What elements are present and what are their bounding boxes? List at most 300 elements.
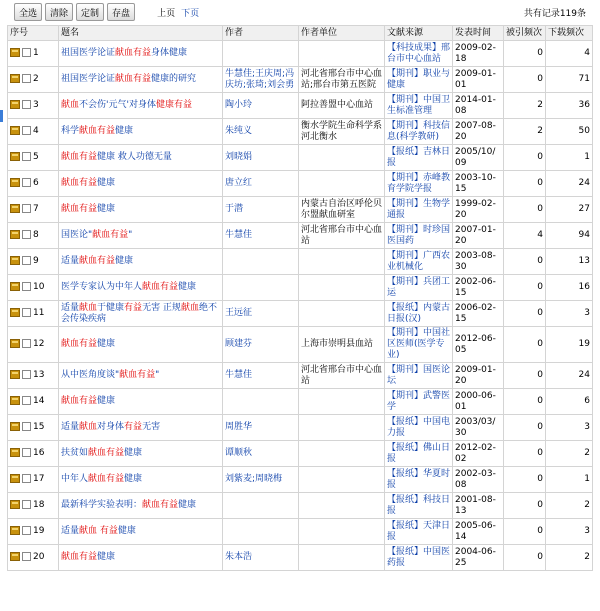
cell-title (59, 441, 223, 467)
row-checkbox[interactable] (22, 100, 31, 109)
cell-cited: 0 (504, 67, 546, 93)
document-icon[interactable] (10, 100, 20, 109)
title-highlight: 献血有益 (115, 74, 152, 84)
cell-date: 2007-08-20 (453, 119, 504, 145)
cell-source[interactable]: 【报纸】吉林日报 (385, 145, 453, 171)
row-checkbox[interactable] (22, 339, 31, 348)
title-link[interactable] (61, 74, 196, 84)
cell-title (59, 119, 223, 145)
cell-source[interactable]: 【报纸】佛山日报 (385, 441, 453, 467)
cell-downloads[interactable]: 2 (546, 441, 593, 467)
title-highlight: 献血 (79, 302, 98, 313)
title-link[interactable] (61, 422, 160, 432)
document-icon[interactable] (10, 178, 20, 187)
title-highlight: 献血有益 (61, 204, 98, 214)
document-icon[interactable] (10, 74, 20, 83)
cell-downloads[interactable]: 36 (546, 93, 593, 119)
cell-title (59, 467, 223, 493)
document-icon[interactable] (10, 282, 20, 291)
cell-title (59, 301, 223, 327)
title-text: 健康 (97, 552, 116, 562)
cell-date: 2003/03/30 (453, 415, 504, 441)
table-row (8, 93, 593, 119)
cell-no (8, 415, 59, 441)
cell-cited: 0 (504, 415, 546, 441)
title-highlight: 献血有益 (119, 370, 156, 380)
document-icon[interactable] (10, 474, 20, 483)
table-row (8, 389, 593, 415)
cell-source[interactable]: 【期刊】时珍国医国药 (385, 223, 453, 249)
title-text: 适量 (61, 526, 80, 536)
table-header (8, 26, 593, 41)
cell-unit (299, 415, 385, 441)
title-link[interactable] (61, 448, 142, 458)
cell-cited: 2 (504, 119, 546, 145)
cell-cited: 0 (504, 519, 546, 545)
title-highlight: 献血有益 (61, 152, 98, 162)
row-checkbox[interactable] (22, 448, 31, 457)
row-number: 6 (33, 178, 39, 188)
cell-cited: 0 (504, 275, 546, 301)
cell-no (8, 545, 59, 571)
cell-title (59, 223, 223, 249)
title-highlight: 献血有益 (92, 230, 129, 240)
row-checkbox[interactable] (22, 526, 31, 535)
title-link[interactable] (61, 500, 196, 510)
cell-date: 2000-06-01 (453, 389, 504, 415)
document-icon[interactable] (10, 48, 20, 57)
cell-author[interactable]: 刘晓娟 (223, 145, 299, 171)
cell-source[interactable]: 【期刊】兵团工运 (385, 275, 453, 301)
cell-downloads[interactable]: 3 (546, 415, 593, 441)
cell-source[interactable]: 【科技成果】邢台市中心血站 (385, 41, 453, 67)
title-text: 国医论" (61, 230, 93, 240)
cell-source[interactable]: 【报纸】科技日报 (385, 493, 453, 519)
title-highlight: 献血 (180, 302, 199, 313)
row-checkbox[interactable] (22, 74, 31, 83)
document-icon[interactable] (10, 396, 20, 405)
cell-downloads[interactable]: 24 (546, 171, 593, 197)
title-highlight: 献血 (79, 422, 98, 432)
cell-title (59, 389, 223, 415)
row-number: 18 (33, 500, 45, 510)
title-text: 无害 正规 (142, 302, 181, 313)
cell-date: 2012-02-02 (453, 441, 504, 467)
document-icon[interactable] (10, 500, 20, 509)
cell-downloads[interactable]: 16 (546, 275, 593, 301)
cell-author[interactable]: 唐立红 (223, 171, 299, 197)
title-link[interactable] (61, 552, 115, 562)
cell-title (59, 493, 223, 519)
title-link[interactable] (61, 204, 115, 214)
record-total: 共有记录119条 (523, 9, 586, 19)
title-highlight: 健康有益 (155, 100, 192, 110)
cell-unit (299, 493, 385, 519)
cell-no (8, 389, 59, 415)
title-text: 适量 (61, 422, 80, 432)
cell-unit: 内蒙古自治区呼伦贝尔盟献血研室 (299, 197, 385, 223)
cell-title (59, 327, 223, 363)
cell-source[interactable]: 【报纸】天津日报 (385, 519, 453, 545)
row-number: 9 (33, 256, 39, 266)
table-row (8, 493, 593, 519)
cell-downloads[interactable]: 71 (546, 67, 593, 93)
document-icon[interactable] (10, 256, 20, 265)
title-text: 最新科学实验表明： (61, 500, 143, 510)
title-text: 适量 (61, 302, 80, 313)
cell-downloads[interactable]: 1 (546, 467, 593, 493)
cell-date: 2005/10/09 (453, 145, 504, 171)
document-icon[interactable] (10, 230, 20, 239)
title-text: 绝不会传染疾病 (61, 302, 217, 324)
cell-date: 2005-06-14 (453, 519, 504, 545)
cell-title (59, 197, 223, 223)
cell-author[interactable]: 谭顺秋 (223, 441, 299, 467)
cell-author[interactable]: 于潜 (223, 197, 299, 223)
cell-downloads[interactable]: 3 (546, 519, 593, 545)
cell-no (8, 119, 59, 145)
cell-author[interactable]: 朱本浩 (223, 545, 299, 571)
cell-author[interactable]: 周胜华 (223, 415, 299, 441)
col-cited[interactable]: 被引频次 (504, 26, 546, 41)
cell-source[interactable]: 【期刊】广西农业机械化 (385, 249, 453, 275)
cell-downloads[interactable]: 13 (546, 249, 593, 275)
row-checkbox[interactable] (22, 308, 31, 317)
title-text: 不会伤'元气'对身体 (79, 100, 156, 110)
cell-no (8, 327, 59, 363)
cell-unit (299, 171, 385, 197)
cell-cited: 0 (504, 197, 546, 223)
document-icon[interactable] (10, 204, 20, 213)
cell-author[interactable]: 陶小玲 (223, 93, 299, 119)
title-highlight: 献血有益 (61, 339, 98, 349)
col-date[interactable]: 发表时间 (453, 26, 504, 41)
cell-cited: 0 (504, 441, 546, 467)
cell-unit (299, 467, 385, 493)
document-icon[interactable] (10, 422, 20, 431)
table-row (8, 223, 593, 249)
cell-title (59, 545, 223, 571)
cell-title (59, 145, 223, 171)
title-text: 健康 (178, 282, 197, 292)
row-checkbox[interactable] (22, 282, 31, 291)
table-row (8, 545, 593, 571)
table-row (8, 41, 593, 67)
select-all-button[interactable]: 全选 (14, 3, 42, 21)
title-text: 健康 (115, 256, 134, 266)
cell-no (8, 67, 59, 93)
cell-cited: 0 (504, 363, 546, 389)
document-icon[interactable] (10, 339, 20, 348)
table-row (8, 441, 593, 467)
cell-source[interactable]: 【报纸】华夏时报 (385, 467, 453, 493)
title-link[interactable] (61, 526, 136, 536)
cell-source[interactable]: 【期刊】国医论坛 (385, 363, 453, 389)
table-row (8, 363, 593, 389)
title-link[interactable] (61, 256, 133, 266)
row-checkbox[interactable] (22, 396, 31, 405)
cell-downloads[interactable]: 1 (546, 145, 593, 171)
cell-no (8, 171, 59, 197)
title-link[interactable] (61, 370, 159, 380)
row-number: 4 (33, 126, 39, 136)
row-number: 3 (33, 100, 39, 110)
title-highlight: 献血 (61, 100, 80, 110)
cell-author[interactable] (223, 493, 299, 519)
title-highlight: 献血有益 (88, 448, 125, 458)
title-text: 从中医角度谈" (61, 370, 120, 380)
col-source[interactable]: 文献来源 (385, 26, 453, 41)
cell-source[interactable]: 【期刊】科技信息(科学教研) (385, 119, 453, 145)
title-text: 对身体 (97, 422, 125, 432)
cell-downloads[interactable]: 27 (546, 197, 593, 223)
row-checkbox[interactable] (22, 152, 31, 161)
cell-date: 2002-03-08 (453, 467, 504, 493)
cell-source[interactable]: 【报纸】中国医药报 (385, 545, 453, 571)
document-icon[interactable] (10, 370, 20, 379)
cell-downloads[interactable]: 94 (546, 223, 593, 249)
cell-date: 2002-06-15 (453, 275, 504, 301)
document-icon[interactable] (10, 526, 20, 535)
cell-source[interactable]: 【期刊】武警医学 (385, 389, 453, 415)
title-highlight: 献血有益 (142, 282, 179, 292)
cell-source[interactable]: 【期刊】职业与健康 (385, 67, 453, 93)
document-icon[interactable] (10, 126, 20, 135)
title-highlight: 献血有益 (61, 552, 98, 562)
cell-source[interactable]: 【期刊】中国卫生标准管理 (385, 93, 453, 119)
cell-unit: 河北省邢台市中心血站 (299, 363, 385, 389)
cell-title (59, 275, 223, 301)
cell-author[interactable]: 刘紫麦;周晓梅 (223, 467, 299, 493)
cell-date: 2007-01-20 (453, 223, 504, 249)
document-icon[interactable] (10, 308, 20, 317)
cell-title (59, 41, 223, 67)
table-row (8, 197, 593, 223)
cell-cited: 0 (504, 493, 546, 519)
row-number: 14 (33, 396, 45, 406)
cell-unit: 上海市崇明县血站 (299, 327, 385, 363)
cell-unit (299, 145, 385, 171)
cell-cited: 0 (504, 171, 546, 197)
cell-cited: 0 (504, 389, 546, 415)
title-text: 医学专家认为中年人 (61, 282, 143, 292)
cell-unit: 河北省邢台市中心血站;邢台市第五医院 (299, 67, 385, 93)
cell-no (8, 93, 59, 119)
cell-source[interactable]: 【期刊】赤峰教育学院学报 (385, 171, 453, 197)
row-number: 10 (33, 282, 45, 292)
title-text: 祖国医学论证 (61, 48, 116, 58)
col-downloads[interactable]: 下载频次 (546, 26, 593, 41)
cell-downloads[interactable]: 2 (546, 493, 593, 519)
cell-no (8, 249, 59, 275)
cell-date: 2004-06-25 (453, 545, 504, 571)
row-checkbox[interactable] (22, 474, 31, 483)
table-row (8, 327, 593, 363)
title-highlight: 献血有益 (61, 178, 98, 188)
cell-source[interactable]: 【报纸】内蒙古日报(汉) (385, 301, 453, 327)
custom-button[interactable]: 定制 (76, 3, 104, 21)
cell-no (8, 467, 59, 493)
title-highlight: 有益 (124, 302, 143, 313)
cell-cited: 0 (504, 145, 546, 171)
title-link[interactable] (61, 339, 115, 349)
cell-no (8, 363, 59, 389)
title-text: 适量 (61, 256, 80, 266)
title-text: 健康 救人功德无量 (97, 152, 172, 162)
cell-source[interactable]: 【期刊】生物学通报 (385, 197, 453, 223)
cell-unit: 河北省邢台市中心血站 (299, 223, 385, 249)
title-link[interactable] (61, 48, 187, 58)
title-text: " (128, 230, 133, 240)
cell-downloads[interactable]: 50 (546, 119, 593, 145)
cell-cited: 0 (504, 301, 546, 327)
cell-cited: 0 (504, 249, 546, 275)
title-text: 健康 (97, 178, 116, 188)
cell-author[interactable]: 牛慧佳;王庆周;冯庆坊;张琦;刘会勇 (223, 67, 299, 93)
row-number: 12 (33, 339, 45, 349)
cell-author[interactable]: 牛慧佳 (223, 223, 299, 249)
prev-page-link[interactable]: 上页 (157, 8, 176, 19)
cell-author[interactable]: 王远征 (223, 301, 299, 327)
table-row (8, 249, 593, 275)
cell-downloads[interactable]: 6 (546, 389, 593, 415)
title-highlight: 献血有益 (88, 474, 125, 484)
cell-date: 2001-08-13 (453, 493, 504, 519)
row-checkbox[interactable] (22, 178, 31, 187)
row-number: 17 (33, 474, 45, 484)
cell-cited: 0 (504, 467, 546, 493)
col-no[interactable]: 序号 (8, 26, 59, 41)
cell-author[interactable]: 牛慧佳 (223, 363, 299, 389)
document-icon[interactable] (10, 448, 20, 457)
title-link[interactable] (61, 230, 132, 240)
cell-author[interactable] (223, 41, 299, 67)
row-checkbox[interactable] (22, 500, 31, 509)
cell-date: 2003-10-15 (453, 171, 504, 197)
cell-title (59, 519, 223, 545)
cell-unit (299, 519, 385, 545)
title-highlight: 献血有益 (115, 48, 152, 58)
title-text: 健康 (124, 448, 143, 458)
title-text: 健康 (97, 204, 116, 214)
cell-no (8, 145, 59, 171)
row-checkbox[interactable] (22, 552, 31, 561)
row-checkbox[interactable] (22, 126, 31, 135)
cell-title (59, 171, 223, 197)
cell-author[interactable] (223, 275, 299, 301)
title-text: 健康的研究 (151, 74, 197, 84)
title-link[interactable] (61, 100, 192, 110)
title-highlight: 有益 (124, 422, 143, 432)
cell-unit (299, 389, 385, 415)
row-checkbox[interactable] (22, 230, 31, 239)
cell-title (59, 249, 223, 275)
document-icon[interactable] (10, 152, 20, 161)
results-table (7, 25, 593, 571)
cell-downloads[interactable]: 24 (546, 363, 593, 389)
cell-unit (299, 441, 385, 467)
title-text: 健康 (124, 474, 143, 484)
col-title[interactable]: 题名 (59, 26, 223, 41)
cell-title (59, 93, 223, 119)
cell-cited: 0 (504, 327, 546, 363)
row-number: 20 (33, 552, 45, 562)
row-checkbox[interactable] (22, 422, 31, 431)
row-number: 1 (33, 48, 39, 58)
title-link[interactable] (61, 303, 217, 324)
table-row (8, 119, 593, 145)
save-button[interactable]: 存盘 (107, 3, 135, 21)
row-number: 19 (33, 526, 45, 536)
table-row (8, 171, 593, 197)
cell-author[interactable]: 顾建芬 (223, 327, 299, 363)
cell-cited: 2 (504, 93, 546, 119)
title-text: 祖国医学论证 (61, 74, 116, 84)
title-link[interactable] (61, 178, 115, 188)
row-number: 7 (33, 204, 39, 214)
next-page-link[interactable]: 下页 (181, 8, 200, 19)
row-checkbox[interactable] (22, 256, 31, 265)
cell-title (59, 415, 223, 441)
cell-downloads[interactable]: 19 (546, 327, 593, 363)
title-text: 中年人 (61, 474, 89, 484)
cell-unit: 衡水学院生命科学系 河北衡水 (299, 119, 385, 145)
table-row (8, 275, 593, 301)
cell-date: 2006-02-15 (453, 301, 504, 327)
row-number: 11 (33, 308, 45, 318)
row-marker (0, 110, 3, 122)
cell-date: 2012-06-05 (453, 327, 504, 363)
cell-no (8, 519, 59, 545)
title-link[interactable] (61, 282, 196, 292)
title-highlight: 献血有益 (61, 396, 98, 406)
table-row (8, 415, 593, 441)
cell-source[interactable]: 【期刊】中国社区医师(医学专业) (385, 327, 453, 363)
row-checkbox[interactable] (22, 48, 31, 57)
title-link[interactable] (61, 152, 172, 162)
row-checkbox[interactable] (22, 370, 31, 379)
document-icon[interactable] (10, 552, 20, 561)
cell-author[interactable] (223, 389, 299, 415)
title-link[interactable] (61, 126, 133, 136)
cell-no (8, 301, 59, 327)
cell-downloads[interactable]: 4 (546, 41, 593, 67)
cell-author[interactable] (223, 519, 299, 545)
title-link[interactable] (61, 396, 115, 406)
cell-no (8, 197, 59, 223)
clear-button[interactable]: 清除 (45, 3, 73, 21)
title-link[interactable] (61, 474, 142, 484)
row-checkbox[interactable] (22, 204, 31, 213)
cell-downloads[interactable]: 3 (546, 301, 593, 327)
col-unit[interactable]: 作者单位 (299, 26, 385, 41)
col-author[interactable]: 作者 (223, 26, 299, 41)
cell-author[interactable] (223, 249, 299, 275)
cell-source[interactable]: 【报纸】中国电力报 (385, 415, 453, 441)
cell-no (8, 493, 59, 519)
table-row (8, 67, 593, 93)
title-text: 无害 (142, 422, 161, 432)
cell-author[interactable]: 朱纯义 (223, 119, 299, 145)
toolbar (0, 0, 600, 24)
cell-unit (299, 41, 385, 67)
cell-date: 2009-02-18 (453, 41, 504, 67)
cell-unit (299, 301, 385, 327)
cell-unit (299, 249, 385, 275)
cell-no (8, 275, 59, 301)
cell-downloads[interactable]: 2 (546, 545, 593, 571)
title-text: 身体健康 (151, 48, 188, 58)
